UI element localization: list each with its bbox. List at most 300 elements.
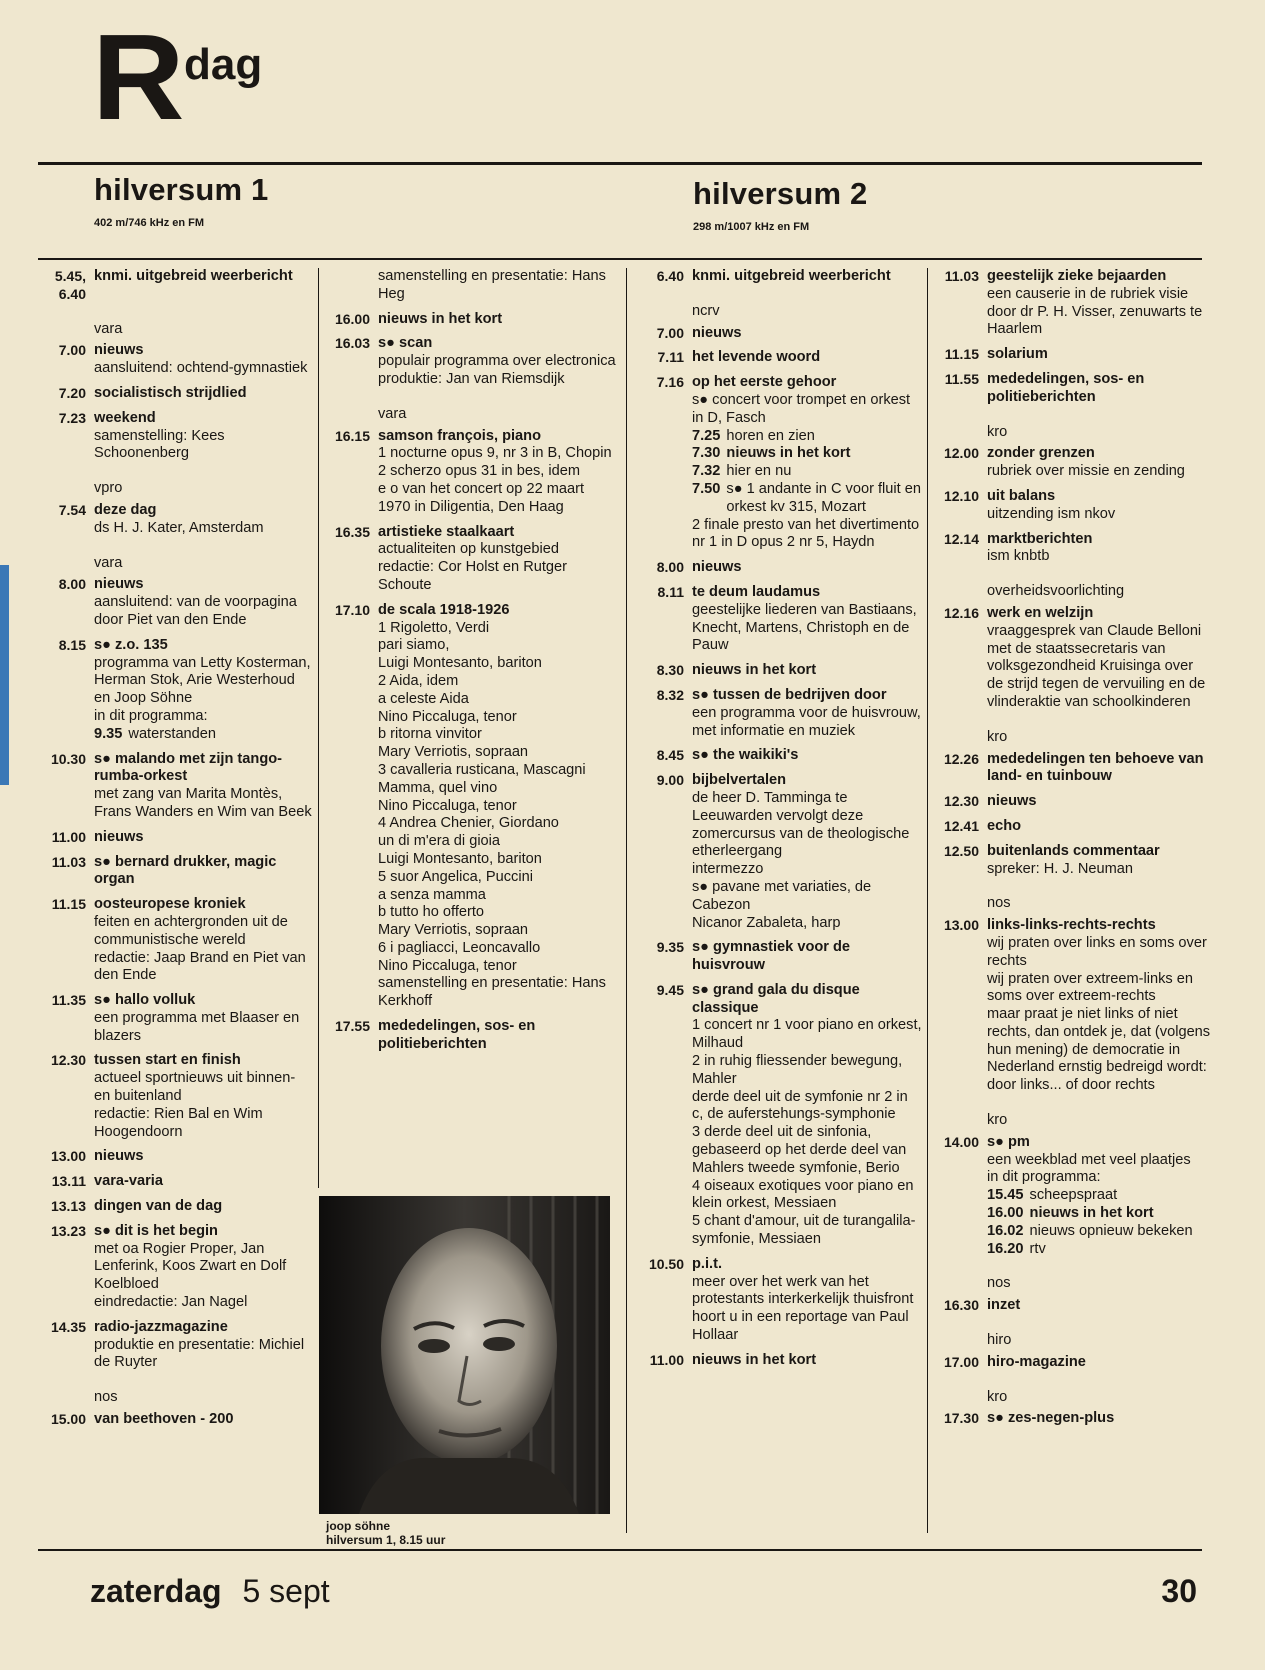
program-time: 7.00: [58, 342, 86, 359]
masthead-letter: R: [92, 9, 185, 145]
sub-time: 16.00: [987, 1205, 1024, 1222]
program-title: hiro-magazine: [987, 1353, 1086, 1370]
program-entry: [931, 605, 1213, 712]
program-detail: in dit programma:: [987, 1169, 1101, 1186]
spacer: [38, 463, 312, 470]
program-time: 12.30: [943, 793, 979, 810]
program-title: de scala 1918-1926: [378, 601, 510, 618]
program-title: s● z.o. 135: [94, 636, 168, 653]
program-detail: actualiteiten op kunstgebied: [378, 541, 559, 558]
program-detail: Mary Verriotis, sopraan: [378, 744, 529, 761]
column-divider: [318, 268, 319, 1188]
program-title: weekend: [94, 409, 156, 426]
program-time: 7.00: [656, 324, 684, 341]
program-time: 8.11: [657, 583, 684, 600]
caption-line: joop söhne: [326, 1519, 390, 1533]
program-body: [94, 1198, 312, 1216]
spacer: [931, 786, 1213, 793]
program-title: nieuws: [692, 559, 742, 576]
program-detail: Nino Piccaluga, tenor: [378, 957, 517, 974]
program-entry: [38, 1173, 312, 1191]
broadcaster-label: ncrv: [692, 302, 720, 319]
program-detail: 5 chant d'amour, uit de turangalila-symfonie, Messiaen: [692, 1213, 916, 1248]
program-detail: eindredactie: Jan Nagel: [94, 1294, 248, 1311]
program-detail: ds H. J. Kater, Amsterdam: [94, 519, 264, 536]
program-body: [987, 445, 1213, 481]
program-body: [692, 939, 922, 975]
program-body: [94, 576, 312, 629]
program-body: [987, 268, 1213, 339]
program-body: [692, 268, 922, 286]
broadcaster-label: nos: [987, 895, 1011, 912]
program-entry: [636, 559, 922, 577]
spacer: [636, 342, 922, 349]
section-rule: [38, 258, 1202, 260]
sub-item: [94, 726, 312, 744]
sub-text: nieuws in het kort: [1029, 1205, 1154, 1222]
program-title: s● the waikiki's: [692, 747, 799, 764]
program-body: [378, 311, 618, 329]
program-body: [378, 524, 618, 595]
program-time: 11.00: [649, 1351, 684, 1368]
program-entry: [322, 268, 618, 304]
program-body: [987, 346, 1213, 364]
program-title: s● malando met zijn tango-rumba-orkest: [94, 750, 283, 785]
program-title: oosteuropese kroniek: [94, 896, 246, 913]
program-detail: a celeste Aida: [378, 690, 469, 707]
spacer: [931, 1258, 1213, 1265]
program-body: [94, 829, 312, 847]
program-entry: [38, 896, 312, 985]
program-entry: [38, 1411, 312, 1429]
spacer: [38, 403, 312, 410]
program-time: 8.00: [58, 576, 86, 593]
program-detail: samenstelling en presentatie: Hans Heg: [378, 268, 606, 302]
schedule-column-1: [38, 268, 312, 1436]
sub-time: 16.02: [987, 1222, 1024, 1239]
spacer: [931, 524, 1213, 531]
program-detail: redactie: Cor Holst en Rutger Schoute: [378, 559, 567, 593]
program-body: [94, 385, 312, 403]
program-detail: vraaggesprek van Claude Belloni met de staatssecretaris van volksgezondheid Kruisinga over de strijd tegen de vervuiling en de vlinderaktie van schoolkinderen: [987, 622, 1206, 710]
program-body: [692, 747, 922, 765]
program-entry: [931, 1354, 1213, 1372]
program-entry: [38, 1052, 312, 1141]
program-entry: [636, 939, 922, 975]
program-time: 8.45: [656, 747, 684, 764]
program-entry: [38, 1223, 312, 1312]
program-body: [692, 687, 922, 740]
page-number: 30: [1161, 1573, 1197, 1609]
program-body: [692, 662, 922, 680]
program-detail: met oa Rogier Proper, Jan Lenferink, Koos Zwart en Dolf Koelbloed: [94, 1240, 287, 1293]
program-entry: [931, 488, 1213, 524]
program-detail: samenstelling en presentatie: Hans Kerkhoff: [378, 975, 606, 1010]
program-entry: [38, 410, 312, 463]
broadcaster-label: vara: [94, 554, 123, 571]
program-entry: [931, 371, 1213, 407]
program-body: [94, 502, 312, 538]
program-detail: 1 concert nr 1 voor piano en orkest, Milhaud: [692, 1017, 922, 1052]
program-time: 9.35: [656, 939, 684, 956]
column-divider: [927, 268, 928, 1533]
program-entry: [636, 1256, 922, 1345]
program-detail: 2 Aida, idem: [378, 672, 459, 689]
program-title: s● dit is het begin: [94, 1222, 218, 1239]
program-detail: 3 derde deel uit de sinfonia, gebaseerd op het derde deel van Mahlers tweede symfonie, Berio: [692, 1124, 907, 1176]
spacer: [636, 552, 922, 559]
program-title: s● gymnastiek voor de huisvrouw: [692, 939, 851, 974]
spacer: [931, 407, 1213, 414]
program-body: [94, 1223, 312, 1312]
program-entry: [636, 772, 922, 932]
program-entry: [322, 1018, 618, 1054]
top-rule: [38, 162, 1202, 165]
sub-text: rtv: [1029, 1240, 1046, 1257]
program-body: [987, 793, 1213, 811]
program-entry: [322, 311, 618, 329]
program-time: 9.45: [656, 981, 684, 998]
program-detail: 4 Andrea Chenier, Giordano: [378, 815, 559, 832]
spacer: [931, 712, 1213, 719]
program-body: [987, 1134, 1213, 1259]
program-body: [987, 818, 1213, 836]
program-detail: 5 suor Angelica, Puccini: [378, 868, 533, 885]
program-body: [987, 1354, 1213, 1372]
spacer: [931, 1428, 1213, 1435]
page-edge-tab: [0, 565, 9, 785]
program-title: nieuws in het kort: [378, 310, 503, 327]
program-time: 12.50: [943, 842, 979, 859]
spacer: [636, 1345, 922, 1352]
sub-item: [987, 1187, 1213, 1205]
program-detail: samenstelling: Kees Schoonenberg: [94, 427, 225, 462]
program-time: 12.14: [943, 530, 979, 547]
program-title: geestelijk zieke bejaarden: [987, 268, 1167, 284]
program-time: 7.54: [58, 501, 86, 518]
program-time: 14.00: [943, 1133, 979, 1150]
program-time: 17.30: [943, 1410, 979, 1427]
program-body: [94, 1148, 312, 1166]
program-body: [94, 751, 312, 822]
spacer: [38, 847, 312, 854]
program-entry: [38, 268, 312, 304]
program-title: s● hallo volluk: [94, 992, 196, 1009]
sub-text: nieuws opnieuw bekeken: [1029, 1222, 1193, 1239]
program-title: bijbelvertalen: [692, 772, 787, 789]
program-time: 8.30: [656, 662, 684, 679]
program-time: 11.15: [51, 896, 86, 913]
program-detail: wij praten over extreem-links en soms over extreem-rechts: [987, 970, 1194, 1005]
program-time: 15.00: [50, 1411, 86, 1428]
spacer: [322, 517, 618, 524]
program-detail: met zang van Marita Montès, Frans Wanders en Wim van Beek: [94, 786, 312, 820]
program-title: nieuws: [987, 793, 1037, 810]
spacer: [931, 836, 1213, 843]
program-body: [378, 1018, 618, 1054]
program-detail: aansluitend: ochtend-gymnastiek: [94, 360, 308, 377]
program-detail: populair programma over electronica: [378, 353, 616, 370]
program-title: op het eerste gehoor: [692, 374, 837, 391]
program-body: [692, 1352, 922, 1370]
program-entry: [322, 524, 618, 595]
sub-time: 16.20: [987, 1240, 1024, 1257]
program-time: 16.00: [334, 310, 370, 327]
program-detail: Luigi Montesanto, bariton: [378, 850, 542, 867]
program-time: 10.30: [50, 750, 86, 767]
sub-time: 15.45: [987, 1187, 1024, 1204]
program-detail: een weekblad met veel plaatjes: [987, 1151, 1191, 1168]
schedule-column-3: [636, 268, 922, 1377]
broadcaster-label: nos: [987, 1275, 1011, 1292]
station-frequency: 402 m/746 kHz en FM: [94, 217, 205, 229]
program-entry: [636, 687, 922, 740]
spacer: [38, 1141, 312, 1148]
program-detail: a senza mamma: [378, 886, 486, 903]
program-time: 11.15: [944, 346, 979, 363]
program-body: [94, 637, 312, 744]
program-entry: [38, 1319, 312, 1372]
program-entry: [38, 992, 312, 1045]
program-detail: Nicanor Zabaleta, harp: [692, 914, 841, 931]
program-body: [692, 982, 922, 1249]
program-title: samson françois, piano: [378, 427, 542, 444]
program-title: marktberichten: [987, 530, 1093, 547]
sub-time: 7.30: [692, 445, 721, 462]
sub-item: [692, 481, 922, 517]
spacer: [38, 304, 312, 311]
program-title: s● zes-negen-plus: [987, 1410, 1115, 1427]
program-detail: derde deel uit de symfonie nr 2 in c, de auferstehungs-symphonie: [692, 1088, 908, 1123]
program-title: nieuws: [94, 342, 144, 359]
program-title: van beethoven - 200: [94, 1411, 234, 1428]
spacer: [931, 364, 1213, 371]
program-title: mededelingen, sos- en politieberichten: [378, 1018, 536, 1052]
program-detail: b ritorna vinvitor: [378, 726, 482, 743]
spacer: [636, 367, 922, 374]
program-title: links-links-rechts-rechts: [987, 917, 1156, 934]
spacer: [322, 328, 618, 335]
program-detail: 2 in ruhig fliessender bewegung, Mahler: [692, 1053, 903, 1087]
program-time: 12.10: [943, 487, 979, 504]
broadcaster-label: kro: [987, 1112, 1008, 1129]
program-title: nieuws: [94, 576, 144, 593]
program-title: s● tussen de bedrijven door: [692, 686, 887, 703]
sub-item: [692, 463, 922, 481]
spacer: [636, 932, 922, 939]
broadcaster-label: kro: [987, 728, 1008, 745]
program-entry: [38, 854, 312, 890]
program-detail: aansluitend: van de voorpagina door Piet van den Ende: [94, 594, 297, 628]
program-time: 11.03: [944, 268, 979, 284]
program-time: 7.23: [58, 409, 86, 426]
program-title: mededelingen, sos- en politieberichten: [987, 370, 1145, 405]
spacer: [636, 577, 922, 584]
program-title: te deum laudamus: [692, 583, 821, 600]
spacer: [322, 1054, 618, 1061]
program-body: [94, 1411, 312, 1429]
program-title: radio-jazzmagazine: [94, 1318, 228, 1335]
program-time: 16.15: [334, 427, 370, 444]
schedule-column-2: [322, 268, 618, 1061]
spacer: [38, 744, 312, 751]
program-detail: s● pavane met variaties, de Cabezon: [692, 878, 872, 913]
program-time: 16.03: [334, 335, 370, 352]
schedule-column-4: [931, 268, 1213, 1435]
program-entry: [38, 1198, 312, 1216]
spacer: [38, 538, 312, 545]
program-detail: spreker: H. J. Neuman: [987, 860, 1133, 877]
program-entry: [636, 374, 922, 552]
spacer: [636, 1249, 922, 1256]
program-title: nieuws in het kort: [692, 662, 817, 679]
program-title: s● scan: [378, 335, 433, 352]
spacer: [38, 1429, 312, 1436]
program-body: [987, 488, 1213, 524]
program-entry: [38, 751, 312, 822]
program-time: 11.55: [944, 370, 979, 387]
program-entry: [636, 747, 922, 765]
spacer: [636, 765, 922, 772]
spacer: [38, 378, 312, 385]
sub-text: waterstanden: [128, 725, 217, 742]
program-body: [94, 896, 312, 985]
program-detail: rubriek over missie en zending: [987, 463, 1185, 480]
program-detail: 3 cavalleria rusticana, Mascagni: [378, 761, 586, 778]
program-time: 17.10: [334, 601, 370, 618]
program-time: 10.50: [648, 1255, 684, 1272]
spacer: [931, 1315, 1213, 1322]
program-title: p.i.t.: [692, 1255, 722, 1272]
program-time: 17.00: [943, 1353, 979, 1370]
program-entry: [38, 829, 312, 847]
program-title: knmi. uitgebreid weerbericht: [94, 268, 293, 284]
program-detail: redactie: Jaap Brand en Piet van den Ende: [94, 949, 306, 984]
program-body: [94, 1052, 312, 1141]
program-detail: 2 scherzo opus 31 in bes, idem: [378, 463, 580, 480]
spacer: [931, 481, 1213, 488]
program-entry: [636, 982, 922, 1249]
footer-day: zaterdag: [90, 1573, 222, 1609]
sub-text: horen en zien: [726, 427, 815, 444]
spacer: [931, 566, 1213, 573]
program-body: [987, 751, 1213, 787]
broadcaster-label: kro: [987, 423, 1008, 440]
program-entry: [322, 602, 618, 1011]
program-detail: b tutto ho offerto: [378, 904, 485, 921]
program-entry: [931, 751, 1213, 787]
spacer: [38, 1166, 312, 1173]
program-body: [692, 772, 922, 932]
program-body: [987, 917, 1213, 1095]
spacer: [38, 630, 312, 637]
program-detail: 1 nocturne opus 9, nr 3 in B, Chopin: [378, 445, 612, 462]
program-body: [692, 349, 922, 367]
program-detail: Mary Verriotis, sopraan: [378, 922, 529, 939]
program-detail: intermezzo: [692, 861, 764, 878]
program-time: 8.00: [656, 559, 684, 576]
program-detail: meer over het werk van het protestants interkerkelijk thuisfront hoort u in een reportage van Paul Hollaar: [692, 1273, 914, 1344]
program-detail: een programma voor de huisvrouw, met informatie en muziek: [692, 704, 921, 739]
sub-time: 7.50: [692, 480, 721, 497]
spacer: [636, 740, 922, 747]
spacer: [636, 1370, 922, 1377]
column-divider: [626, 268, 627, 1533]
program-body: [94, 992, 312, 1045]
program-time: 13.23: [50, 1222, 86, 1239]
program-time: 6.40: [656, 268, 684, 284]
program-entry: [931, 531, 1213, 567]
program-entry: [636, 268, 922, 286]
broadcaster-label: vara: [378, 405, 407, 422]
program-body: [378, 268, 618, 304]
program-time: 12.30: [50, 1052, 86, 1069]
program-time: 17.55: [334, 1018, 370, 1035]
program-time: 12.00: [943, 445, 979, 462]
program-title: dingen van de dag: [94, 1198, 223, 1215]
caption-line: hilversum 1, 8.15 uur: [326, 1533, 446, 1547]
program-entry: [931, 793, 1213, 811]
footer-date: [90, 1573, 330, 1610]
program-detail: redactie: Rien Bal en Wim Hoogendoorn: [94, 1105, 263, 1140]
program-entry: [931, 1134, 1213, 1259]
program-entry: [931, 1410, 1213, 1428]
program-body: [378, 335, 618, 388]
program-entry: [931, 818, 1213, 836]
program-title: inzet: [987, 1297, 1021, 1314]
spacer: [636, 655, 922, 662]
program-detail: een programma met Blaaser en blazers: [94, 1009, 300, 1044]
program-body: [94, 410, 312, 463]
program-detail: actueel sportnieuws uit binnen- en buitenland: [94, 1070, 296, 1105]
program-title: nieuws: [94, 1148, 144, 1165]
program-detail: Mamma, quel vino: [378, 779, 498, 796]
broadcaster-label: hiro: [987, 1332, 1012, 1349]
spacer: [931, 878, 1213, 885]
program-entry: [636, 1352, 922, 1370]
program-title: nieuws in het kort: [692, 1351, 817, 1368]
program-title: vara-varia: [94, 1173, 163, 1190]
program-body: [987, 371, 1213, 407]
program-time: 13.00: [943, 917, 979, 934]
program-time: 7.16: [656, 374, 684, 391]
program-time: 12.16: [943, 604, 979, 621]
program-title: mededelingen ten behoeve van land- en tuinbouw: [987, 750, 1204, 785]
program-entry: [38, 1148, 312, 1166]
program-entry: [636, 325, 922, 343]
program-detail: produktie en presentatie: Michiel de Ruyter: [94, 1336, 305, 1371]
program-detail: s● concert voor trompet en orkest in D, Fasch: [692, 391, 911, 426]
program-title: knmi. uitgebreid weerbericht: [692, 268, 891, 284]
program-title: solarium: [987, 346, 1048, 363]
program-time: 9.00: [656, 772, 684, 789]
program-body: [378, 602, 618, 1011]
program-time: 8.32: [656, 686, 684, 703]
spacer: [38, 985, 312, 992]
station-frequency: 298 m/1007 kHz en FM: [693, 221, 810, 233]
program-detail: pari siamo,: [378, 637, 450, 654]
program-title: werk en welzijn: [987, 604, 1094, 621]
sub-text: hier en nu: [726, 463, 792, 480]
spacer: [38, 889, 312, 896]
program-time: 14.35: [50, 1318, 86, 1335]
program-body: [987, 1297, 1213, 1315]
program-entry: [931, 346, 1213, 364]
program-entry: [38, 502, 312, 538]
program-title: s● pm: [987, 1133, 1030, 1150]
program-detail: feiten en achtergronden uit de communistische wereld: [94, 913, 288, 948]
program-entry: [38, 342, 312, 378]
